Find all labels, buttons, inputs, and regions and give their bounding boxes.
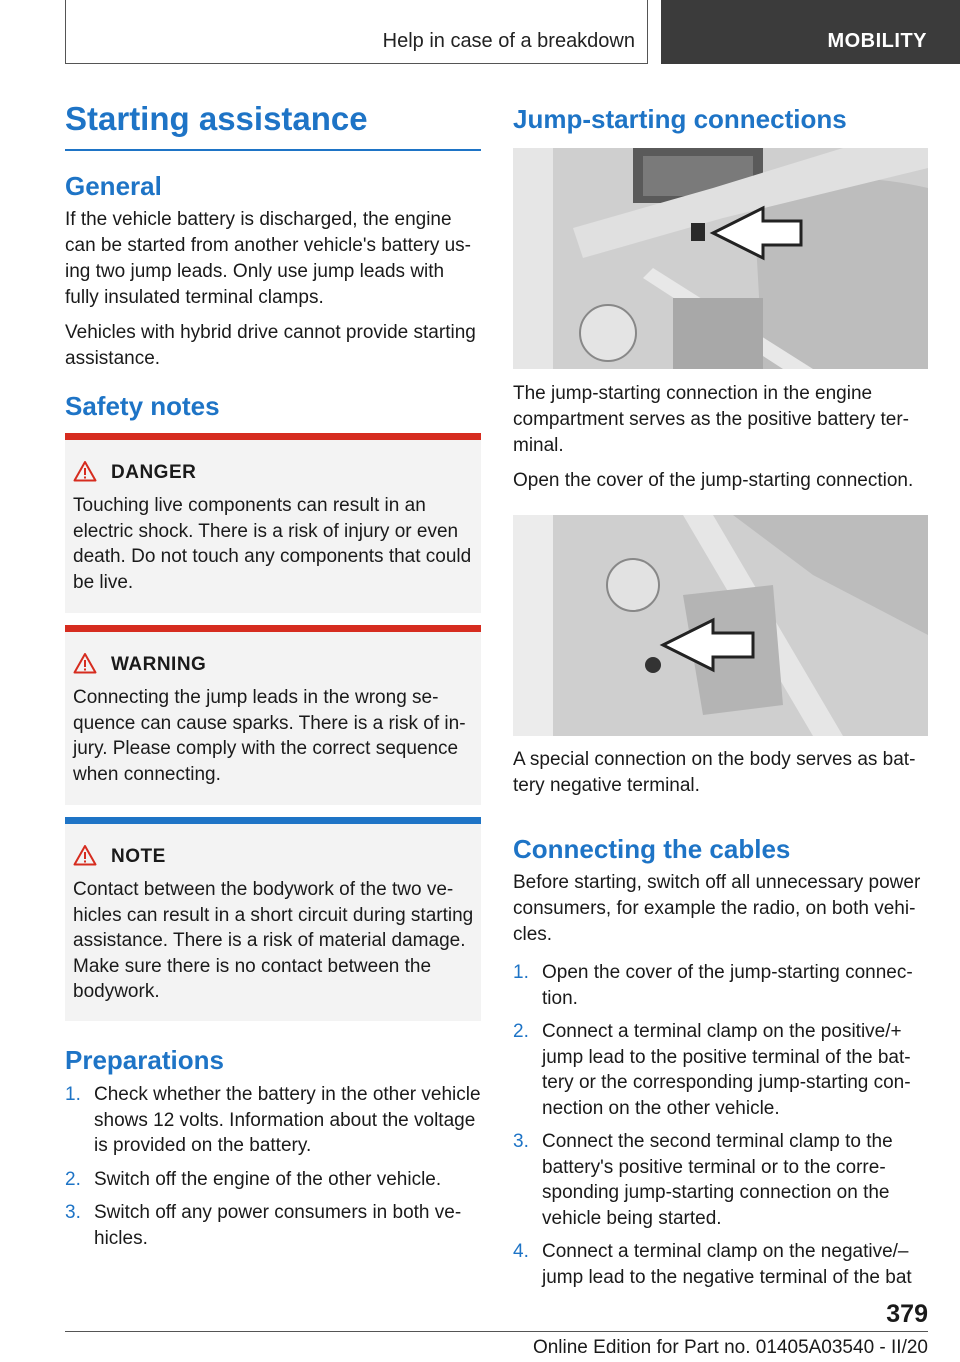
engine-compartment-photo [513,148,928,369]
note-title: NOTE [111,846,166,867]
step-number: 1. [65,1084,81,1105]
cables-list [513,960,928,1298]
preparations-list [65,1082,481,1259]
step-number: 2. [65,1168,81,1190]
warning-triangle-icon [73,652,97,674]
step-number: 2. [513,1021,529,1042]
section-title[interactable]: MOBILITY [827,30,927,52]
warning-text: Connecting the jump leads in the wrong sequence can cause sparks. There is a risk of injury. Please comply with the correct sequence when connecting. [73,687,466,785]
footer-edition: Online Edition for Part no. 01405A03540 - II/20 [532,1337,928,1358]
warning-title: WARNING [111,654,207,675]
list-item [65,1082,481,1159]
danger-bar [65,433,481,440]
step-number: 4. [513,1241,529,1262]
general-paragraph-1: If the vehicle battery is discharged, the engine can be started from another vehicle's battery using two jump leads. Only use jump leads with fully insulated terminal clamps. [65,209,471,308]
note-text: Contact between the bodywork of the two vehicles can result in a short circuit during starting assistance. There is a risk of material damage. Make sure there is no contact between the bodywork. [73,879,474,1002]
jump-caption-positive: The jump-starting connection in the engine compartment serves as the positive battery terminal. [513,383,909,456]
jump-caption-open-cover: Open the cover of the jump-starting connection. [513,470,914,491]
step-number: 1. [513,962,529,983]
preparations-heading: Preparations [65,1045,224,1075]
step-text: Open the cover of the jump-starting connection. [542,962,913,1009]
danger-title: DANGER [111,462,197,483]
list-item [513,1129,928,1231]
page-number: 379 [886,1300,928,1328]
safety-notes-heading: Safety notes [65,391,220,421]
list-item [513,960,928,1011]
connecting-cables-heading: Connecting the cables [513,834,791,864]
note-bar [65,817,481,824]
note-notice [65,817,481,1021]
danger-text: Touching live components can result in an electric shock. There is a risk of injury or even death. Do not touch any components that could be live. [73,495,472,593]
step-text: Connect a terminal clamp on the negative/– jump lead to the negative terminal of the bat [542,1241,912,1288]
step-text: Switch off any power consumers in both vehicles. [94,1202,462,1249]
warning-notice [65,625,481,805]
step-text: Connect the second terminal clamp to the battery's positive terminal or to the corresponding jump-starting connection on the vehicle being started. [542,1131,893,1229]
page-title: Starting assistance [65,100,368,137]
general-heading: General [65,171,162,201]
list-item [513,1239,928,1290]
jump-caption-negative: A special connection on the body serves as battery negative terminal. [513,749,916,796]
warning-triangle-icon [73,460,97,482]
danger-notice [65,433,481,613]
step-text: Check whether the battery in the other vehicle shows 12 volts. Information about the voltage is provided on the battery. [94,1084,481,1156]
list-item [513,1019,928,1121]
jump-starting-heading: Jump-starting connections [513,104,847,134]
negative-terminal-photo [513,515,928,736]
title-divider [65,149,481,151]
warning-bar [65,625,481,632]
footer-divider [65,1331,928,1332]
step-text: Connect a terminal clamp on the positive/+ jump lead to the positive terminal of the battery or the corresponding jump-starting connection on the other vehicle. [542,1021,911,1119]
list-item [65,1200,481,1251]
step-number: 3. [65,1202,81,1223]
general-paragraph-2: Vehicles with hybrid drive cannot provide starting assistance. [65,322,476,369]
chapter-title: Help in case of a breakdown [382,30,635,52]
list-item [65,1167,481,1193]
warning-triangle-icon [73,844,97,866]
step-number: 3. [513,1131,529,1152]
step-text: Switch off the engine of the other vehicle. [94,1168,442,1190]
cables-intro: Before starting, switch off all unnecessary power consumers, for example the radio, on both vehicles. [513,872,921,945]
